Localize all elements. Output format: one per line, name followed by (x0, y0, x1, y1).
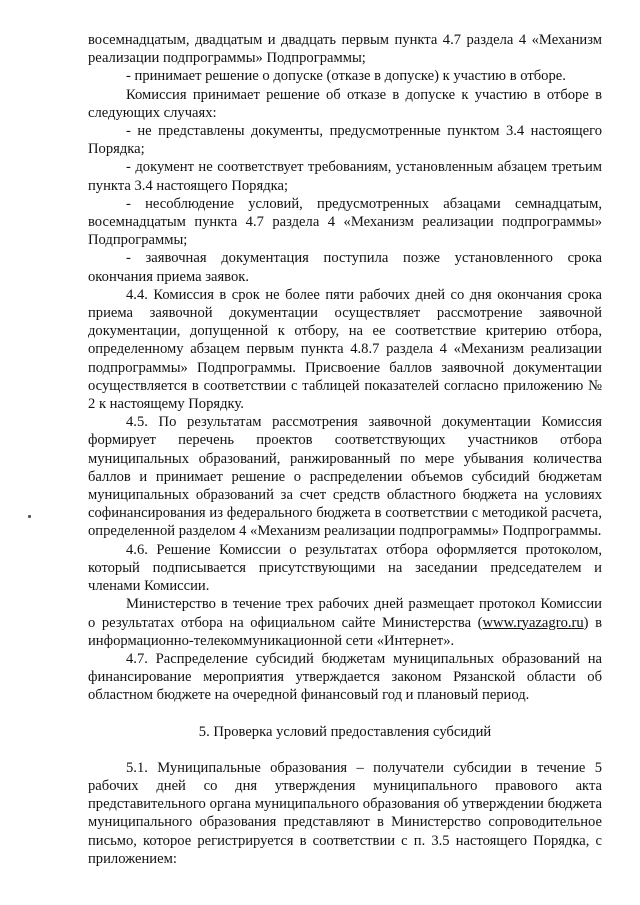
paragraph-4-7: 4.7. Распределение субсидий бюджетам муниципальных образований на финансирование мероприятия утверждается законом Рязанской области об областном бюджете на очередной финансовый год и плановый период. (88, 650, 602, 704)
document-page (88, 31, 602, 868)
paragraph-4-6: 4.6. Решение Комиссии о результатах отбора оформляется протоколом, который подписывается присутствующими на заседании председателем и членами Комиссии. (88, 541, 602, 595)
paragraph-4-4: 4.4. Комиссия в срок не более пяти рабочих дней со дня окончания срока приема заявочной документации осуществляет рассмотрение заявочной документации, допущенной к отбору, на ее соответствие критерию отбора, определенному абзацем первым пункта 4.8.7 раздела 4 «Механизм реализации подпрограммы» Подпрограммы. Присвоение баллов заявочной документации осуществляется в соответствии с таблицей показателей согласно приложению № 2 к настоящему Порядку. (88, 286, 602, 413)
list-item-document-mismatch: - документ не соответствует требованиям, установленным абзацем третьим пункта 3.4 настоящего Порядка; (88, 159, 602, 194)
list-item-conditions-violation: - несоблюдение условий, предусмотренных абзацами семнадцатым, восемнадцатым пункта 4.7 раздела 4 «Механизм реализации подпрограммы» Подпрограммы; (88, 195, 602, 249)
paragraph-admission-decision: - принимает решение о допуске (отказе в допуске) к участию в отборе. (126, 68, 566, 85)
paragraph-continuation: восемнадцатым, двадцатым и двадцать первым пункта 4.7 раздела 4 «Механизм реализации подпрограммы» Подпрограммы; (88, 32, 602, 67)
paragraph-5-1: 5.1. Муниципальные образования – получатели субсидии в течение 5 рабочих дней со дня утверждения муниципального правового акта представительного органа муниципального образования об утверждении бюджета муниципального образования представляют в Министерство сопроводительное письмо, которое регистрируется в соответствии с п. 3.5 настоящего Порядка, с приложением: (88, 759, 602, 867)
paragraph-4-5: 4.5. По результатам рассмотрения заявочной документации Комиссия формирует перечень проектов соответствующих участников отбора муниципальных образований, ранжированный по мере убывания количества баллов и принимает решение о распределении объемов субсидий бюджетам муниципальных образований за счет средств областного бюджета на условиях софинансирования из федерального бюджета в соответствии с методикой расчета, определенной разделом 4 «Механизм реализации подпрограммы» Подпрограммы. (88, 414, 602, 540)
paragraph-ministry-protocol (88, 595, 602, 650)
paragraph-refusal-cases: Комиссия принимает решение об отказе в допуске к участию в отборе в следующих случаях: (88, 86, 602, 121)
ministry-website-link[interactable]: www.ryazagro.ru (482, 614, 584, 631)
section-title: 5. Проверка условий предоставления субсидий (198, 723, 492, 740)
ministry-text-after-link: ) в информационно-телекоммуникационной сети «Интернет». (88, 614, 602, 649)
ministry-text-before-link: Министерство в течение трех рабочих дней размещает протокол Комиссии о результатах отбора на официальном сайте Министерства ( (88, 596, 602, 631)
scan-speck (28, 515, 31, 518)
list-item-no-documents: - не представлены документы, предусмотренные пунктом 3.4 настоящего Порядка; (88, 123, 602, 158)
list-item-late-submission: - заявочная документация поступила позже установленного срока окончания приема заявок. (88, 250, 602, 285)
